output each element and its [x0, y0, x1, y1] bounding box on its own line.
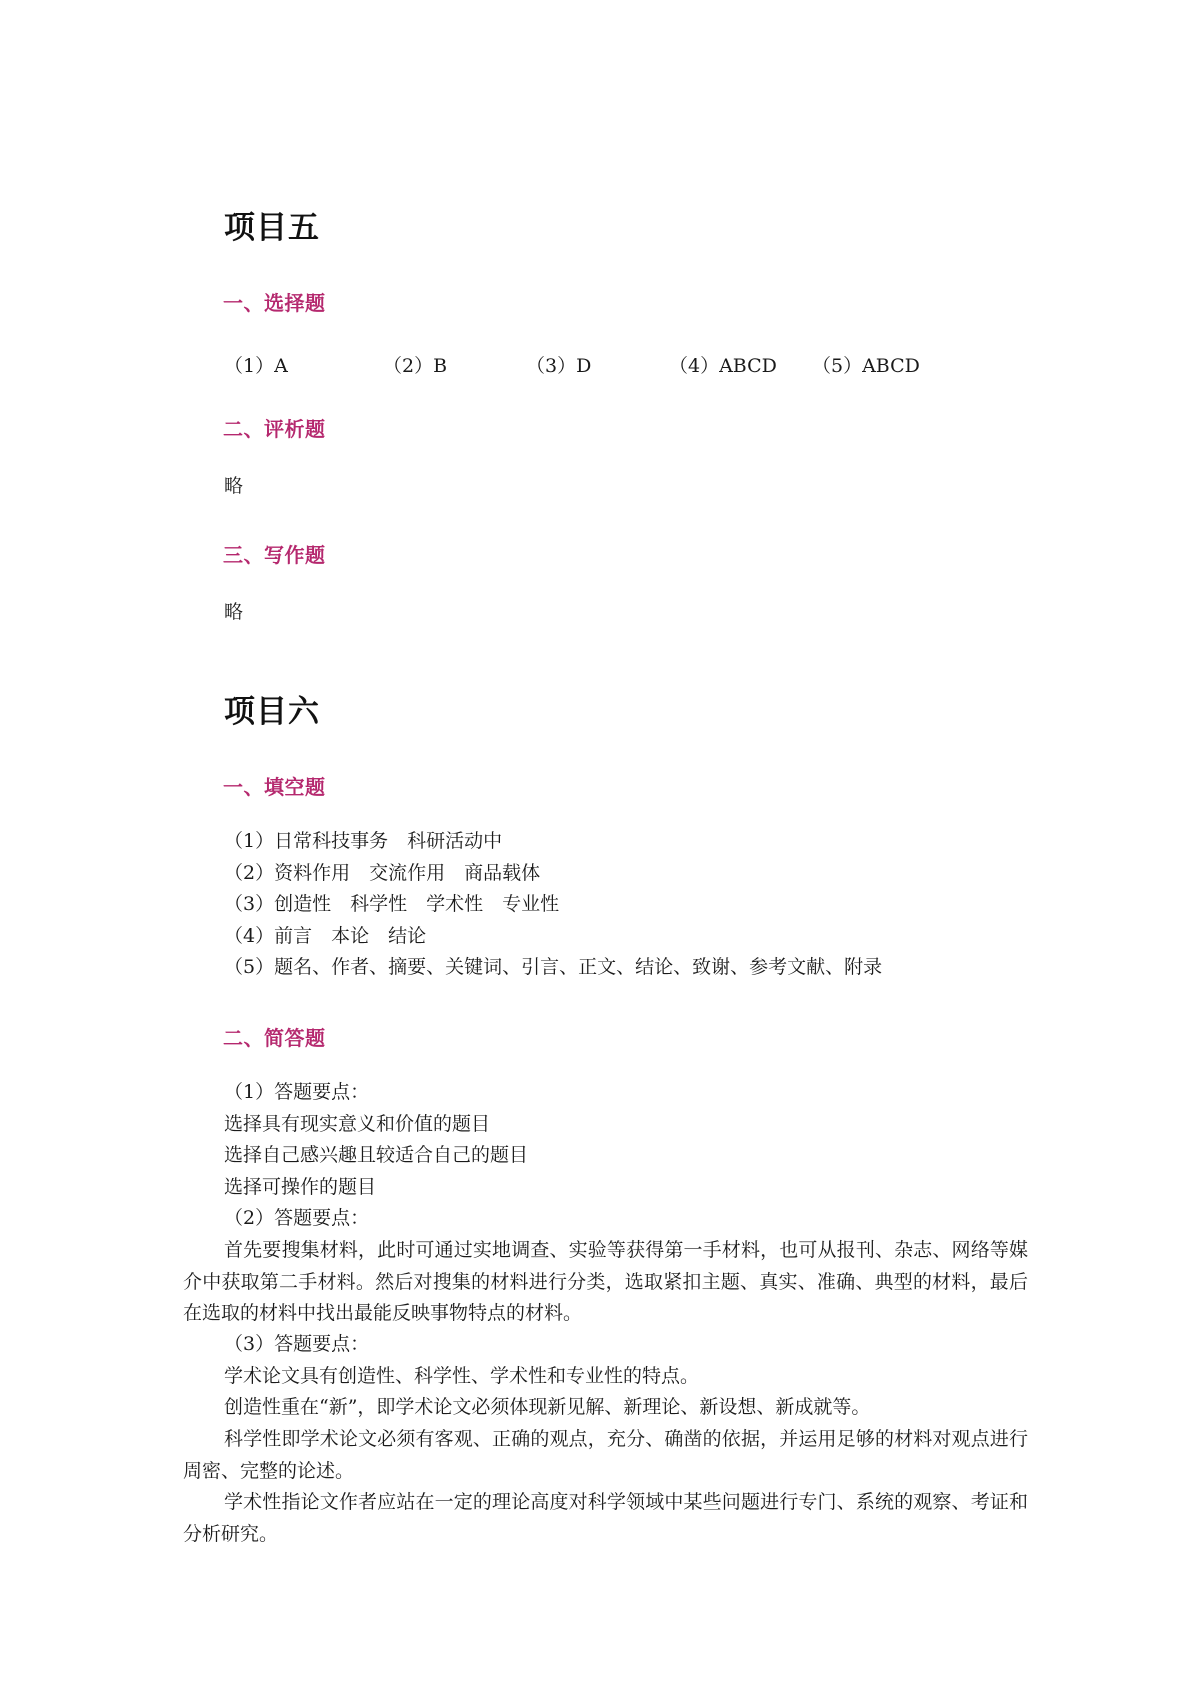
q1-point-1: 选择具有现实意义和价值的题目 [224, 1113, 491, 1135]
writing-text: 略 [224, 601, 244, 623]
writing-heading: 三、写作题 [223, 543, 326, 567]
analysis-heading: 二、评析题 [223, 417, 326, 441]
fill-answer-3: （3）创造性 科学性 学术性 专业性 [224, 893, 560, 915]
fill-answer-1: （1）日常科技事务 科研活动中 [224, 830, 503, 852]
fill-answer-5: （5）题名、作者、摘要、关键词、引言、正文、结论、致谢、参考文献、附录 [224, 956, 883, 978]
q3-paragraph-3: 科学性即学术论文必须有客观、正确的观点，充分、确凿的依据，并运用足够的材料对观点进行周密、完整的论述。 [183, 1428, 1028, 1482]
choice-answer-2: （2）B [383, 355, 448, 377]
q2-label: （2）答题要点： [224, 1207, 370, 1229]
q2-paragraph: 首先要搜集材料，此时可通过实地调查、实验等获得第一手材料，也可从报刊、杂志、网络等媒介中获取第二手材料。然后对搜集的材料进行分类，选取紧扣主题、真实、准确、典型的材料，最后在选取的材料中找出最能反映事物特点的材料。 [183, 1239, 1028, 1324]
fill-answer-4: （4）前言 本论 结论 [224, 925, 427, 947]
q3-paragraph-2: 创造性重在“新”，即学术论文必须体现新见解、新理论、新设想、新成就等。 [224, 1396, 871, 1418]
choice-answer-5: （5）ABCD [812, 355, 920, 377]
short-answer-heading: 二、简答题 [223, 1026, 326, 1050]
q1-point-3: 选择可操作的题目 [224, 1176, 377, 1198]
q1-label: （1）答题要点： [224, 1081, 370, 1103]
q1-point-2: 选择自己感兴趣且较适合自己的题目 [224, 1144, 529, 1166]
choice-heading: 一、选择题 [223, 291, 326, 315]
project6-title: 项目六 [224, 694, 320, 730]
q3-paragraph-4: 学术性指论文作者应站在一定的理论高度对科学领域中某些问题进行专门、系统的观察、考证和分析研究。 [183, 1491, 1028, 1545]
choice-answer-3: （3）D [526, 355, 592, 377]
fill-heading: 一、填空题 [223, 775, 326, 799]
q3-paragraph-1: 学术论文具有创造性、科学性、学术性和专业性的特点。 [224, 1365, 700, 1387]
choice-answer-4: （4）ABCD [669, 355, 777, 377]
fill-answer-2: （2）资料作用 交流作用 商品载体 [224, 862, 541, 884]
q3-label: （3）答题要点： [224, 1333, 370, 1355]
project5-title: 项目五 [224, 210, 320, 246]
choice-answer-1: （1）A [224, 355, 288, 377]
analysis-text: 略 [224, 475, 244, 497]
